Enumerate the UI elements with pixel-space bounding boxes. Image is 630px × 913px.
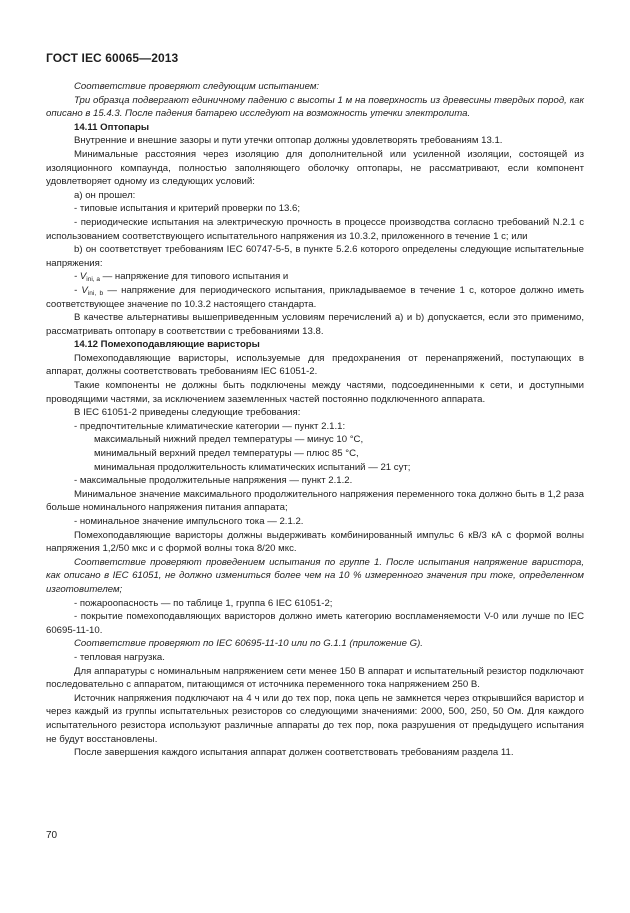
paragraph: a) он прошел: [74, 189, 136, 201]
paragraph: b) он соответствует требованиям IEC 60747-5-5, в пункте 5.2.6 которого определены следующие испытательные напряжения: [46, 244, 584, 269]
paragraph: Такие компоненты не должны быть подключены между частями, подсоединенными к сети, и доступными проводящими частями, за исключением заземленных частей постоянно подключенного аппарата. [46, 380, 584, 405]
page-number: 70 [46, 830, 58, 841]
paragraph: В качестве альтернативы вышеприведенным условиям перечислений a) и b) допускается, если это применимо, рассматривать оптопару в соответствии с требованиями 13.8. [46, 312, 584, 337]
paragraph-group-2 [46, 311, 584, 760]
paragraph: - периодические испытания на электрическую прочность в процессе производства согласно требований N.2.1 с использованием соответствующего испытательного напряжения из 10.3.2, приложенного в течение 1 с; или [46, 216, 584, 242]
paragraph: Соответствие проверяют следующим испытанием: [74, 81, 320, 92]
voltage-subscript: ini, a [86, 276, 100, 284]
voltage-symbol: - V [74, 271, 87, 283]
voltage-list [46, 270, 584, 311]
paragraph: - пожароопасность — по таблице 1, группа 6 IEC 61051-2; [74, 597, 333, 609]
paragraph: минимальная продолжительность климатических испытаний — 21 сут; [94, 461, 411, 473]
paragraph: минимальный верхний предел температуры — плюс 85 °C, [94, 448, 359, 460]
section-heading: 14.11 Оптопары [74, 121, 150, 133]
paragraph: После завершения каждого испытания аппарат должен соответствовать требованиям раздела 11. [74, 747, 514, 759]
paragraph: - типовые испытания и критерий проверки по 13.6; [74, 203, 301, 215]
paragraph: - максимальные продолжительные напряжения — пункт 2.1.2. [74, 475, 353, 487]
paragraph-group-1 [46, 80, 584, 270]
paragraph: - предпочтительные климатические категории — пункт 2.1.1: [74, 420, 346, 432]
voltage-definition [46, 284, 584, 311]
paragraph: Минимальное значение максимального продолжительного напряжения переменного тока должно быть в 1,2 раза больше номинального напряжения питания аппарата; [46, 488, 584, 514]
voltage-symbol: - V [74, 284, 88, 296]
paragraph: - покрытие помехоподавляющих варисторов должно иметь категорию воспламеняемости V-0 или лучше по IEC 60695-11-10. [46, 611, 584, 636]
paragraph: - тепловая нагрузка. [74, 651, 165, 663]
voltage-definition [46, 270, 584, 284]
paragraph: Соответствие проверяют по IEC 60695-11-10 или по G.1.1 (приложение G). [74, 638, 423, 650]
paragraph: Внутренние и внешние зазоры и пути утечки оптопар должны удовлетворять требованиям 13.1. [74, 135, 503, 147]
paragraph: Соответствие проверяют проведением испытания по группе 1. После испытания напряжение варистора, как описано в IEC 61051, не должно измениться более чем на 10 % измеренного значения при токе, определенном изготовителем; [46, 556, 584, 595]
paragraph: В IEC 61051-2 приведены следующие требования: [74, 407, 301, 419]
voltage-subscript: ini, b [87, 289, 104, 297]
voltage-text: — напряжение для типового испытания и [100, 271, 289, 283]
voltage-text: — напряжение для периодического испытания, прикладываемое в течение 1 с, которое должно иметь соответствующее значение по 10.3.2 настоящего стандарта. [46, 284, 584, 310]
paragraph: Три образца подвергают единичному падению с высоты 1 м на поверхность из древесины твердых пород, как описано в 15.4.3. После падения батарею исследуют на возможность утечки электролита. [46, 94, 584, 120]
document-header: ГОСТ IEC 60065—2013 [46, 51, 179, 65]
paragraph: Помехоподавляющие варисторы должны выдерживать комбинированный импульс 6 кВ/3 кА с формой волны напряжения 1,2/50 мкс и с формой волны тока 8/20 мкс. [46, 529, 584, 555]
paragraph: Для аппаратуры с номинальным напряжением сети менее 150 В аппарат и испытательный резистор подключают последовательно с аппаратом, питающимся от источника переменного тока напряжением 250 В. [46, 665, 584, 691]
paragraph: Источник напряжения подключают на 4 ч или до тех пор, пока цепь не замкнется через открывшийся варистор и через каждый из группы испытательных резисторов со следующими значениями: 2000, 500, 250, 50 Ом. Для каждого испытательного резистора используют различные аппараты до тех пор, пока разрушения от предыдущего испытания не будут восстановлены. [46, 692, 584, 745]
paragraph: - номинальное значение импульсного тока — 2.1.2. [74, 516, 304, 527]
paragraph: максимальный нижний предел температуры — минус 10 °C, [94, 434, 364, 446]
document-body [46, 80, 584, 760]
paragraph: Минимальные расстояния через изоляцию для дополнительной или усиленной изоляции, состоящей из изоляционного компаунда, полностью заполняющего оболочку оптопары, не рассматривают, если компонент удовлетворяет одному из следующих условий: [46, 148, 584, 188]
paragraph: Помехоподавляющие варисторы, используемые для предохранения от перенапряжений, поступающих в аппарат, должны соответствовать требованиям IEC 61051-2. [46, 352, 584, 378]
section-heading: 14.12 Помехоподавляющие варисторы [74, 339, 260, 351]
